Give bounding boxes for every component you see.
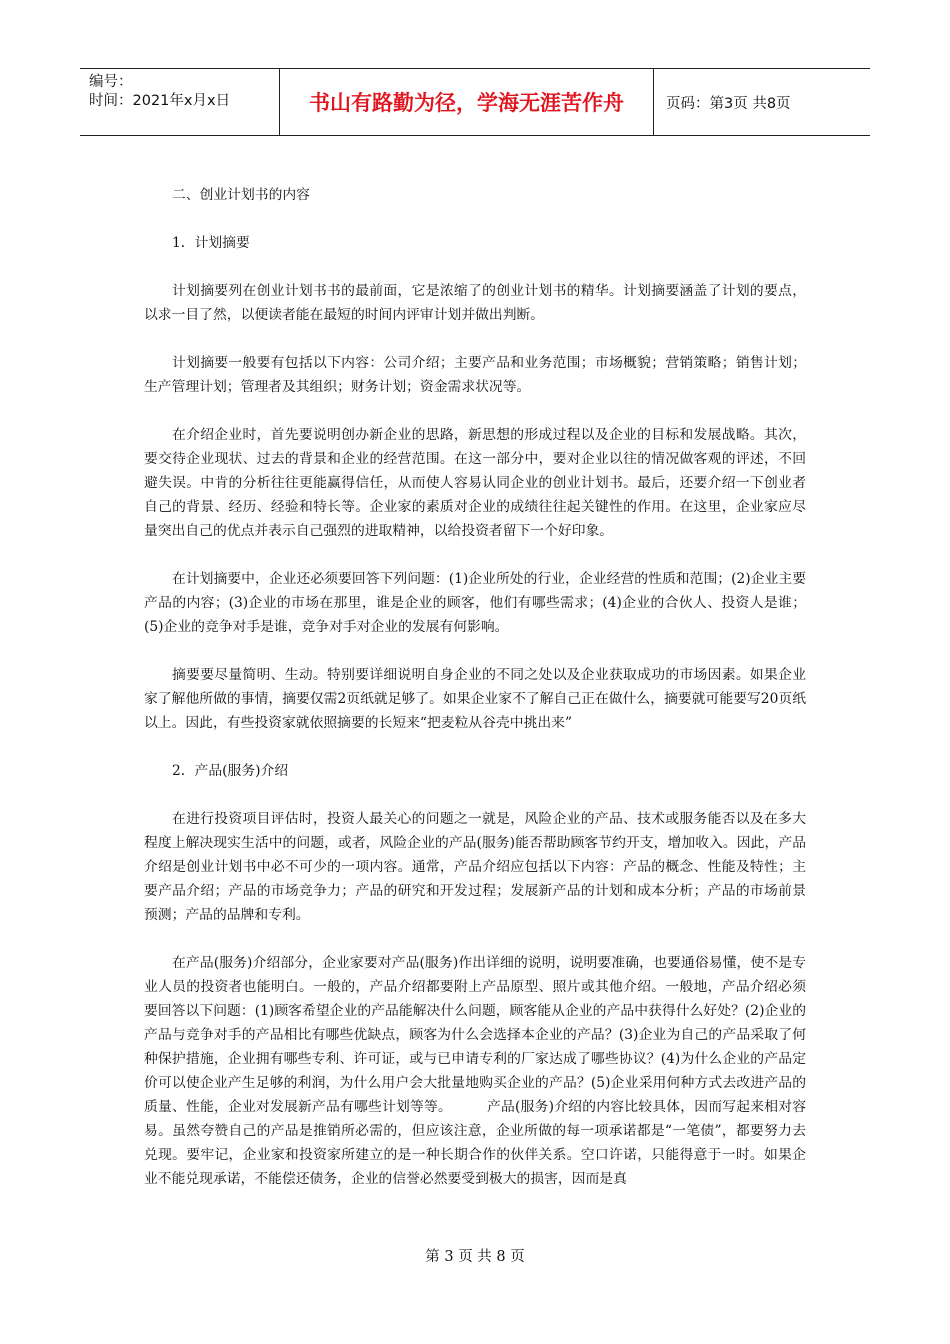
paragraph: 在进行投资项目评估时，投资人最关心的问题之一就是，风险企业的产品、技术或服务能否以及在多大程度上解决现实生活中的问题，或者，风险企业的产品(服务)能否帮助顾客节约开支，增加收入。因此，产品介绍是创业计划书中必不可少的一项内容。通常，产品介绍应包括以下内容：产品的概念、性能及特性；主要产品介绍；产品的市场竞争力；产品的研究和开发过程；发展新产品的计划和成本分析；产品的市场前景预测；产品的品牌和专利。 xyxy=(144,811,806,923)
time-label: 时间：2021年x月x日 xyxy=(89,93,231,109)
paragraph: 计划摘要一般要有包括以下内容：公司介绍；主要产品和业务范围；市场概貌；营销策略；销售计划；生产管理计划；管理者及其组织；财务计划；资金需求状况等。 xyxy=(144,355,806,395)
paragraph: 计划摘要列在创业计划书书的最前面，它是浓缩了的创业计划书的精华。计划摘要涵盖了计划的要点，以求一目了然，以便读者能在最短的时间内评审计划并做出判断。 xyxy=(144,283,806,323)
page-header xyxy=(80,68,870,136)
header-meta xyxy=(80,69,280,135)
subsection-heading: 1．计划摘要 xyxy=(172,235,250,251)
paragraph: 在产品(服务)介绍部分，企业家要对产品(服务)作出详细的说明，说明要准确，也要通俗易懂，使不是专业人员的投资者也能明白。一般的，产品介绍都要附上产品原型、照片或其他介绍。一般地，产品介绍必须要回答以下问题：(1)顾客希望企业的产品能解决什么问题，顾客能从企业的产品中获得什么好处？(2)企业的产品与竞争对手的产品相比有哪些优缺点，顾客为什么会选择本企业的产品？(3)企业为自己的产品采取了何种保护措施，企业拥有哪些专利、许可证，或与已申请专利的厂家达成了哪些协议？(4)为什么企业的产品定价可以使企业产生足够的利润，为什么用户会大批量地购买企业的产品？(5)企业采用何种方式去改进产品的质量、性能，企业对发展新产品有哪些计划等等。 产品(服务)介绍的内容比较具体，因而写起来相对容易。虽然夸赞自己的产品是推销所必需的，但应该注意，企业所做的每一项承诺都是“一笔债”，都要努力去兑现。要牢记，企业家和投资家所建立的是一种长期合作的伙伴关系。空口许诺，只能得意于一时。如果企业不能兑现承诺，不能偿还债务，企业的信誉必然要受到极大的损害，因而是真 xyxy=(144,955,806,1187)
number-label: 编号： xyxy=(89,74,133,90)
document-body xyxy=(144,183,806,1215)
paragraph: 摘要要尽量简明、生动。特别要详细说明自身企业的不同之处以及企业获取成功的市场因素。如果企业家了解他所做的事情，摘要仅需2页纸就足够了。如果企业家不了解自己正在做什么，摘要就可能要写20页纸以上。因此，有些投资家就依照摘要的长短来“把麦粒从谷壳中挑出来” xyxy=(144,667,806,731)
paragraph: 在计划摘要中，企业还必须要回答下列问题：(1)企业所处的行业，企业经营的性质和范围；(2)企业主要产品的内容；(3)企业的市场在那里，谁是企业的顾客，他们有哪些需求；(4)企业的合伙人、投资人是谁；(5)企业的竞争对手是谁，竞争对手对企业的发展有何影响。 xyxy=(144,571,806,635)
section-heading: 二、创业计划书的内容 xyxy=(172,187,310,203)
header-page-label: 页码：第3页 共8页 xyxy=(666,95,791,112)
paragraph: 在介绍企业时，首先要说明创办新企业的思路，新思想的形成过程以及企业的目标和发展战略。其次，要交待企业现状、过去的背景和企业的经营范围。在这一部分中，要对企业以往的情况做客观的评述，不回避失误。中肯的分析往往更能赢得信任，从而使人容易认同企业的创业计划书。最后，还要介绍一下创业者自己的背景、经历、经验和特长等。企业家的素质对企业的成绩往往起关键性的作用。在这里，企业家应尽量突出自己的优点并表示自己强烈的进取精神，以给投资者留下一个好印象。 xyxy=(144,427,806,539)
header-motto: 书山有路勤为径，学海无涯苦作舟 xyxy=(280,69,654,135)
page-footer: 第 3 页 共 8 页 xyxy=(425,1249,525,1265)
subsection-heading: 2．产品(服务)介绍 xyxy=(172,763,289,779)
